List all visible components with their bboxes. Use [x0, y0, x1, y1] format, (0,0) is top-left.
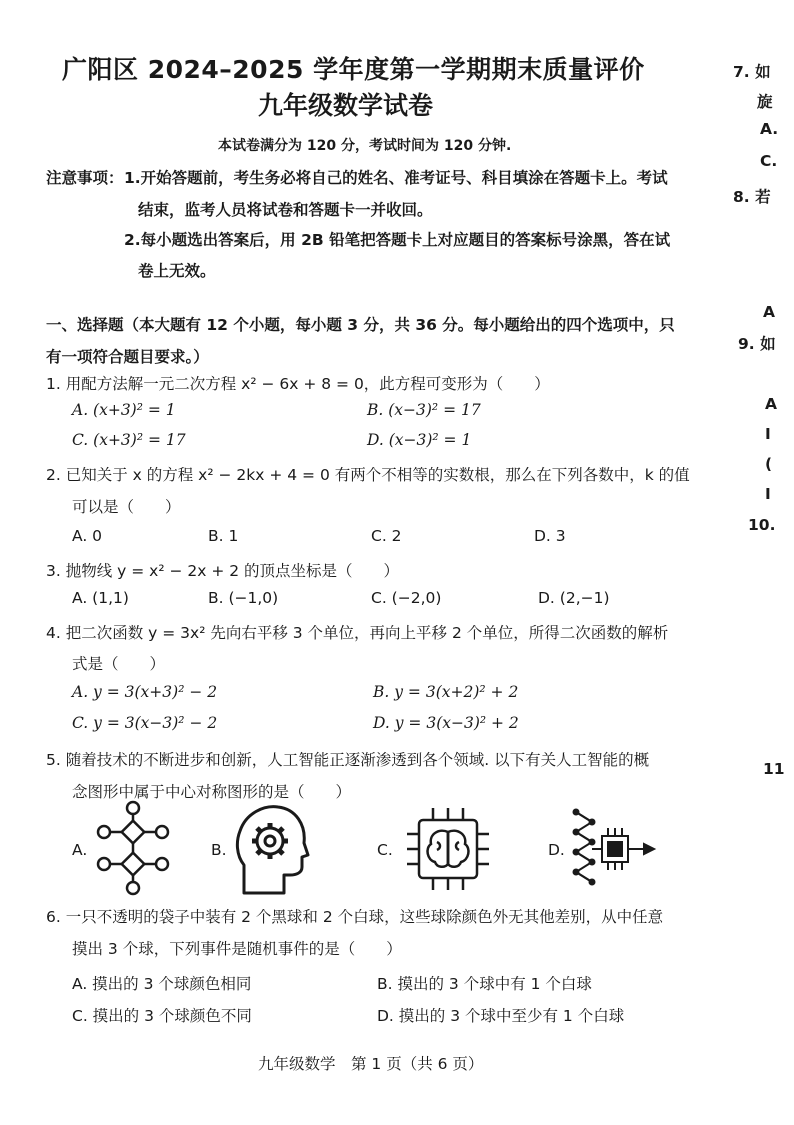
exam-title: 广阳区 2024–2025 学年度第一学期期末质量评价 — [62, 55, 645, 84]
right-q9: 9. 如 — [738, 335, 776, 353]
right-q7-option-c: C. — [760, 152, 778, 170]
right-q10: 10. — [748, 516, 776, 534]
q4-option-c: C. y = 3(x−3)² − 2 — [72, 714, 218, 732]
page-footer: 九年级数学 第 1 页（共 6 页） — [258, 1055, 484, 1073]
q5-option-b-label: B. — [211, 841, 227, 859]
q1-option-b: B. (x−3)² = 17 — [367, 401, 481, 419]
q3-option-d: D. (2,−1) — [538, 589, 610, 607]
q2-option-d: D. 3 — [534, 527, 566, 545]
exam-subtitle: 九年级数学试卷 — [258, 91, 434, 120]
q4-stem-line-1: 4. 把二次函数 y = 3x² 先向右平移 3 个单位，再向上平移 2 个单位，所得二次函数的解析 — [46, 624, 669, 642]
q2-option-a: A. 0 — [72, 527, 103, 545]
q5-stem-line-1: 5. 随着技术的不断进步和创新，人工智能正逐渐渗透到各个领域. 以下有关人工智能的概 — [46, 751, 650, 769]
q3-option-c: C. (−2,0) — [371, 589, 442, 607]
note-2-line-1: 2.每小题选出答案后，用 2B 铅笔把答题卡上对应题目的答案标号涂黑，答在试 — [124, 231, 671, 249]
q2-option-c: C. 2 — [371, 527, 402, 545]
right-q9-option-a: A — [765, 395, 777, 413]
right-q8-option-a: A — [763, 303, 775, 321]
note-1-line-1: 1.开始答题前，考生务必将自己的姓名、准考证号、科目填涂在答题卡上。考试 — [124, 169, 668, 187]
chip-brain-icon — [405, 806, 491, 892]
q1-option-c: C. (x+3)² = 17 — [72, 431, 186, 449]
q5-stem-line-2: 念图形中属于中心对称图形的是（ ） — [72, 783, 352, 801]
q2-stem-line-1: 2. 已知关于 x 的方程 x² − 2kx + 4 = 0 有两个不相等的实数根，那么在下列各数中，k 的值 — [46, 466, 690, 484]
note-1-line-2: 结束，监考人员将试卷和答题卡一并收回。 — [138, 201, 433, 219]
section-heading-line-2: 有一项符合题目要求。） — [46, 348, 209, 366]
q5-option-d-label: D. — [548, 841, 565, 859]
q2-stem-line-2: 可以是（ ） — [72, 498, 181, 516]
q5-option-a-label: A. — [72, 841, 88, 859]
q6-option-a: A. 摸出的 3 个球颜色相同 — [72, 975, 252, 993]
q5-option-c-label: C. — [377, 841, 393, 859]
right-q7-option-a: A. — [760, 120, 779, 138]
q6-stem-line-2: 摸出 3 个球，下列事件是随机事件的是（ ） — [72, 940, 402, 958]
exam-info: 本试卷满分为 120 分，考试时间为 120 分钟. — [218, 138, 512, 154]
right-q9-option-b: I — [765, 425, 771, 443]
q6-option-b: B. 摸出的 3 个球中有 1 个白球 — [377, 975, 592, 993]
right-q11: 11 — [763, 760, 785, 778]
head-gear-icon — [234, 803, 310, 895]
q3-option-a: A. (1,1) — [72, 589, 129, 607]
right-q9-option-c: ( — [765, 455, 773, 473]
q2-option-b: B. 1 — [208, 527, 239, 545]
right-q7: 7. 如 — [733, 63, 771, 81]
q6-option-c: C. 摸出的 3 个球颜色不同 — [72, 1007, 252, 1025]
q4-option-a: A. y = 3(x+3)² − 2 — [72, 683, 218, 701]
network-node-icon — [96, 800, 170, 896]
neural-chip-arrow-icon — [572, 808, 658, 890]
section-heading-line-1: 一、选择题（本大题有 12 个小题，每小题 3 分，共 36 分。每小题给出的四个选项中，只 — [46, 316, 675, 334]
q6-option-d: D. 摸出的 3 个球中至少有 1 个白球 — [377, 1007, 625, 1025]
notes-label: 注意事项： — [46, 169, 124, 187]
q3-option-b: B. (−1,0) — [208, 589, 279, 607]
right-q7-line-2: 旋 — [757, 93, 773, 111]
note-2-line-2: 卷上无效。 — [138, 262, 216, 280]
q1-stem: 1. 用配方法解一元二次方程 x² − 6x + 8 = 0，此方程可变形为（ ） — [46, 375, 550, 393]
q4-option-b: B. y = 3(x+2)² + 2 — [373, 683, 519, 701]
right-q9-option-d: I — [765, 485, 771, 503]
right-q8: 8. 若 — [733, 188, 771, 206]
q4-option-d: D. y = 3(x−3)² + 2 — [373, 714, 519, 732]
q6-stem-line-1: 6. 一只不透明的袋子中装有 2 个黑球和 2 个白球，这些球除颜色外无其他差别，从中任意 — [46, 908, 664, 926]
q1-option-d: D. (x−3)² = 1 — [367, 431, 472, 449]
q1-option-a: A. (x+3)² = 1 — [72, 401, 176, 419]
q4-stem-line-2: 式是（ ） — [72, 655, 166, 673]
q3-stem: 3. 抛物线 y = x² − 2x + 2 的顶点坐标是（ ） — [46, 562, 400, 580]
